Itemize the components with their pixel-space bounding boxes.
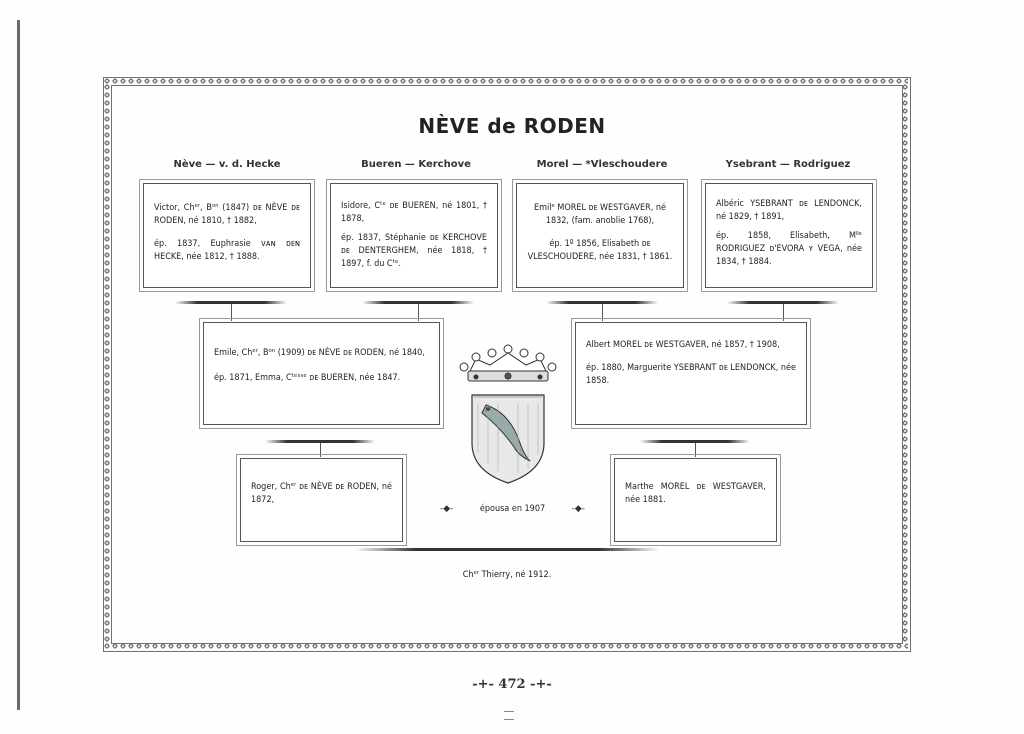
- emile-morel-entry: Emilᵉ MOREL ᴅᴇ WESTGAVER, né 1832, (fam. anoblie 1768),: [533, 203, 667, 226]
- frame-ornament-top: [104, 78, 908, 84]
- marthe-entry: Marthe MOREL ᴅᴇ WESTGAVER, née 1881.: [625, 482, 766, 505]
- column-heading-ysebrant: Ysebrant — Rodriguez: [725, 159, 851, 170]
- euphrasie-entry: ép. 1837, Euphrasie ᴠᴀɴ ᴅᴇɴ HECKE, née 1812, † 1888.: [154, 239, 300, 262]
- page-number: -+- 472 -+-: [472, 677, 552, 692]
- family-box-roger: [240, 458, 403, 542]
- marriage-row: [440, 504, 585, 514]
- emma-bueren-entry: ép. 1871, Emma, Cᵗᵉˢˢᵉ ᴅᴇ BUEREN, née 1847.: [214, 373, 401, 383]
- printer-mark-icon: [504, 711, 514, 720]
- column-heading-neve: Nève — v. d. Hecke: [173, 159, 281, 170]
- ornament-right-icon: -◆-: [571, 504, 585, 514]
- family-box-alberic-ysebrant: [705, 183, 873, 288]
- victor-entry: Victor, Chᵉʳ, Bᵒⁿ (1847) ᴅᴇ NÈVE ᴅᴇ RODEN, né 1810, † 1882,: [154, 203, 300, 226]
- marriage-label: épousa en 1907: [479, 504, 546, 514]
- stephanie-entry: ép. 1837, Stéphanie ᴅᴇ KERCHOVE ᴅᴇ DENTERGHEM, née 1818, † 1897, f. du Cᵗᵉ.: [341, 233, 487, 269]
- albert-morel-entry: Albert MOREL ᴅᴇ WESTGAVER, né 1857, † 1908,: [586, 340, 780, 350]
- crown-icon: [460, 345, 556, 381]
- elisabeth-rodriguez-entry: ép. 1858, Elisabeth, Mˡˡᵉ RODRIGUEZ ᴅ'EVORA ʏ VEGA, née 1834, † 1884.: [716, 231, 862, 267]
- family-box-victor-neve: [143, 183, 311, 288]
- family-box-albert-morel: [575, 322, 807, 425]
- coat-of-arms: [458, 343, 558, 488]
- frame-ornament-left: [104, 84, 110, 644]
- emile-neve-entry: Emile, Chᵉʳ, Bᵒⁿ (1909) ᴅᴇ NÈVE ᴅᴇ RODEN, né 1840,: [214, 348, 425, 358]
- column-heading-morel: Morel — *Vleschoudere: [536, 159, 668, 170]
- alberic-entry: Albéric YSEBRANT ᴅᴇ LENDONCK, né 1829, † 1891,: [716, 199, 862, 222]
- family-box-emile-neve: [203, 322, 440, 425]
- roger-entry: Roger, Chᵉʳ ᴅᴇ NÈVE ᴅᴇ RODEN, né 1872,: [251, 482, 392, 505]
- ornament-left-icon: -◆-: [440, 504, 454, 514]
- family-box-emile-morel: [516, 183, 684, 288]
- elisabeth-vleschoudere-entry: ép. 1º 1856, Elisabeth ᴅᴇ VLESCHOUDERE, née 1831, † 1861.: [527, 239, 673, 262]
- connector-bar-child: [355, 548, 660, 551]
- child-entry: Chᵉʳ Thierry, né 1912.: [462, 570, 552, 580]
- page-title: NÈVE de RODEN: [418, 114, 606, 138]
- isidore-entry: Isidore, Cᵗᵉ ᴅᴇ BUEREN, né 1801, † 1878,: [341, 201, 487, 224]
- marguerite-ysebrant-entry: ép. 1880, Marguerite YSEBRANT ᴅᴇ LENDONCK, née 1858.: [586, 363, 796, 386]
- family-box-marthe: [614, 458, 777, 542]
- column-heading-bueren: Bueren — Kerchove: [361, 159, 471, 170]
- family-box-isidore-bueren: [330, 183, 498, 288]
